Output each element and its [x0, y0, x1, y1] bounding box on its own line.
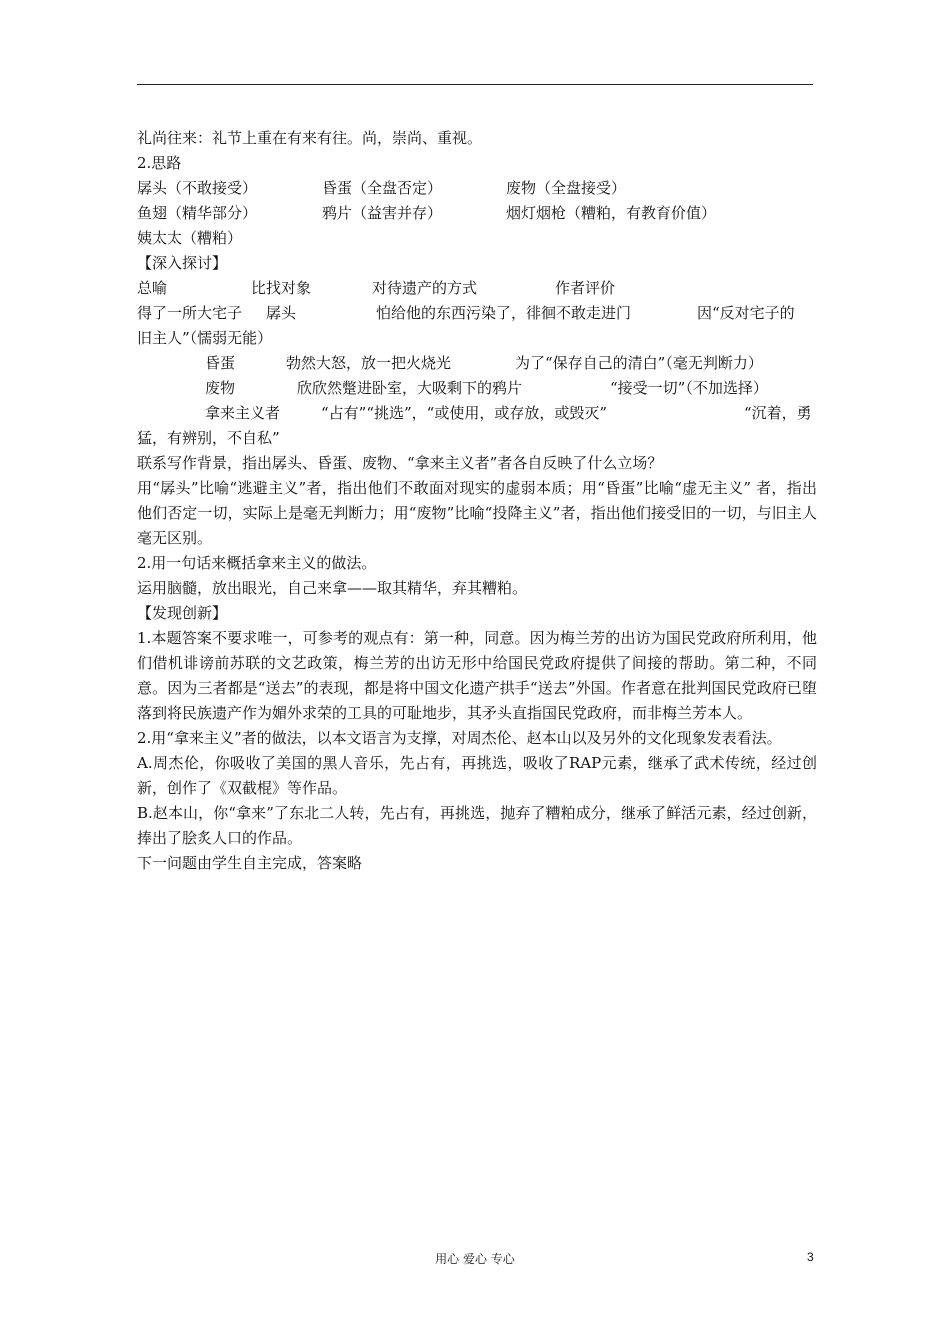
text-line: 旧主人”（懦弱无能）: [137, 329, 273, 347]
table-cell: “沉着，勇: [744, 404, 812, 422]
example-paragraph: B.赵本山，你“拿来”了东北二人转，先占有，再挑选，抛弃了糟粕成分，继承了鲜活元素，经过创新，捧出了脍炙人口的作品。: [137, 804, 817, 847]
text-line: 姨太太（糟粕）: [137, 229, 243, 247]
text-line: 礼尚往来：礼节上重在有来有往。尚，崇尚、重视。: [137, 129, 483, 147]
metaphor-cell: 鸦片（益害并存）: [322, 204, 443, 222]
section-heading: 【深入探讨】: [137, 254, 228, 272]
table-row: [137, 376, 817, 401]
table-cell: 欣欣然蹩进卧室，大吸剩下的鸦片: [297, 379, 523, 397]
table-cell: 得了一所大宅子: [137, 304, 243, 322]
table-header: [137, 276, 817, 301]
table-cell: “占有”“挑选”，“或使用，或存放，或毁灭”: [321, 404, 608, 422]
metaphor-cell: 鱼翅（精华部分）: [137, 204, 258, 222]
table-cell: 孱头: [266, 304, 297, 322]
metaphor-cell: 昏蛋（全盘否定）: [322, 179, 443, 197]
document-body: [137, 126, 817, 876]
header-rule: [137, 84, 813, 85]
answer-paragraph: 用“孱头”比喻“逃避主义”者，指出他们不敢面对现实的虚弱本质；用“昏蛋”比喻“虚无主义” 者，指出他们否定一切，实际上是毫无判断力；用“废物”比喻“投降主义”者，指出他们接受旧的一切，与旧主人毫无区别。: [137, 479, 817, 547]
answer: 运用脑髓，放出眼光，自己来拿——取其精华，弃其糟粕。: [137, 579, 528, 597]
page-number: 3: [807, 1250, 814, 1264]
answer-paragraph: 1.本题答案不要求唯一，可参考的观点有：第一种，同意。因为梅兰芳的出访为国民党政府所利用，他们借机诽谤前苏联的文艺政策，梅兰芳的出访无形中给国民党政府提供了间接的帮助。第二种，不同意。因为三者都是“送去”的表现，都是将中国文化遗产拱手“送去”外国。作者意在批判国民党政府已堕落到将民族遗产作为媚外求荣的工具的可耻地步，其矛头直指国民党政府，而非梅兰芳本人。: [137, 629, 817, 722]
table-row: [137, 351, 817, 376]
table-header-cell: 比找对象: [251, 279, 312, 297]
table-header-cell: 总喻: [137, 279, 168, 297]
table-cell: 因“反对宅子的: [697, 304, 795, 322]
question-paragraph: 2.用“拿来主义”者的做法，以本文语言为支撑，对周杰伦、赵本山以及另外的文化现象发表看法。: [137, 729, 782, 747]
table-row: [137, 401, 817, 426]
table-cell: 昏蛋: [205, 354, 236, 372]
section-heading: 2.思路: [137, 154, 182, 172]
table-header-cell: 对待遗产的方式: [372, 279, 478, 297]
table-cell: “接受一切”（不加选择）: [610, 379, 768, 397]
metaphor-cell: 烟灯烟枪（糟粕，有教育价值）: [506, 204, 717, 222]
metaphor-cell: 孱头（不敢接受）: [137, 179, 258, 197]
table-cell: 勃然大怒，放一把火烧光: [286, 354, 452, 372]
metaphor-row: [137, 176, 817, 201]
question: 2.用一句话来概括拿来主义的做法。: [137, 554, 377, 572]
question: 联系写作背景，指出孱头、昏蛋、废物、“拿来主义者”者各自反映了什么立场？: [137, 454, 663, 472]
table-cell: 拿来主义者: [205, 404, 281, 422]
section-heading: 【发现创新】: [137, 604, 228, 622]
metaphor-row: [137, 201, 817, 226]
table-cell: 为了“保存自己的清白”（毫无判断力）: [515, 354, 763, 372]
table-cell: 怕给他的东西污染了，徘徊不敢走进门: [376, 304, 632, 322]
closing-line: 下一问题由学生自主完成，答案略: [137, 854, 363, 872]
footer-motto: 用心 爱心 专心: [435, 1252, 515, 1266]
metaphor-cell: 废物（全盘接受）: [506, 179, 627, 197]
table-cell: 废物: [205, 379, 236, 397]
table-header-cell: 作者评价: [555, 279, 616, 297]
text-line: 猛，有辨别，不自私”: [137, 429, 280, 447]
example-paragraph: A.周杰伦，你吸收了美国的黑人音乐，先占有，再挑选，吸收了RAP元素，继承了武术传统，经过创新，创作了《双截棍》等作品。: [137, 754, 817, 797]
table-row: [137, 301, 817, 326]
